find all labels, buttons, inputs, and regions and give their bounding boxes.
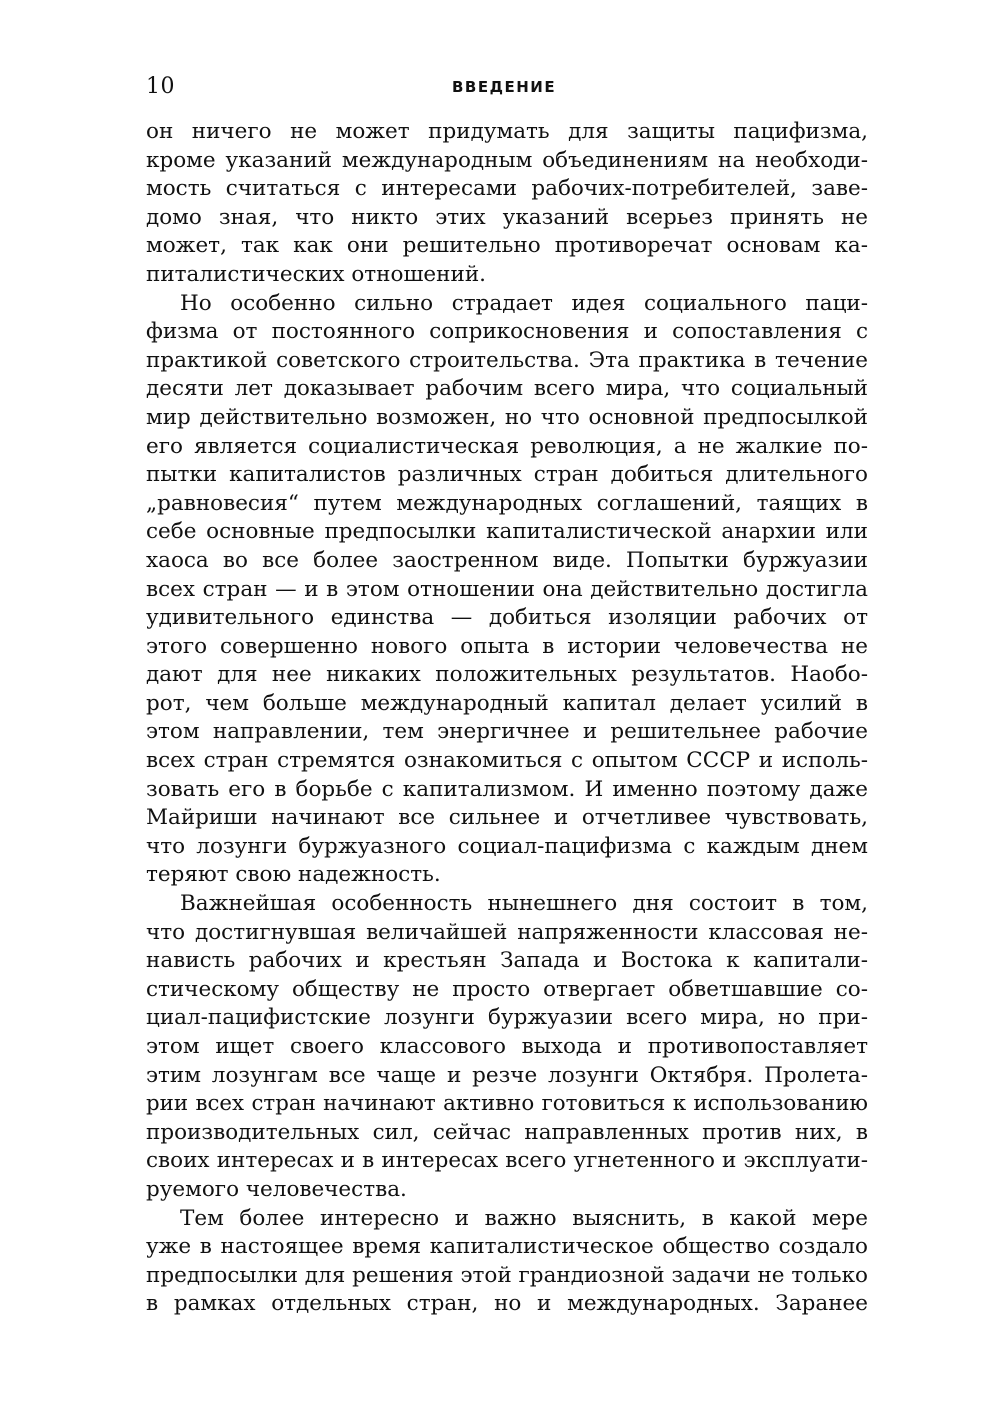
text-line: практикой советского строительства. Эта практика в течение	[146, 347, 868, 373]
page-number: 10	[146, 74, 175, 99]
text-line: себе основные предпосылки капиталистической анархии или	[146, 519, 868, 545]
text-line: этим лозунгам все чаще и резче лозунги Октября. Пролета-	[146, 1062, 868, 1088]
text-line: рии всех стран начинают активно готовиться к использованию	[146, 1091, 868, 1117]
text-line: своих интересах и в интересах всего угнетенного и эксплуати-	[146, 1148, 868, 1174]
text-line: Тем более интересно и важно выяснить, в какой мере	[180, 1205, 868, 1231]
text-line: циал-пацифистские лозунги буржуазии всего мира, но при-	[146, 1005, 868, 1031]
text-line: всех стран — и в этом отношении она действительно достигла	[146, 576, 868, 602]
body-text	[146, 118, 868, 1319]
text-line: этом ищет своего классового выхода и противопоставляет	[146, 1034, 868, 1059]
text-line: теряют свою надежность.	[146, 862, 441, 888]
text-line: пытки капиталистов различных стран добиться длительного	[146, 462, 868, 488]
text-line: всех стран стремятся ознакомиться с опытом СССР и исполь-	[146, 748, 868, 774]
text-line: производительных сил, сейчас направленных против них, в	[146, 1119, 868, 1145]
text-line: мость считаться с интересами рабочих-потребителей, заве-	[146, 176, 868, 202]
text-line: руемого человечества.	[146, 1176, 407, 1202]
text-line: что лозунги буржуазного социал-пацифизма с каждым днем	[146, 833, 868, 859]
text-line: стическому обществу не просто отвергает обветшавшие со-	[146, 976, 868, 1002]
text-line: нависть рабочих и крестьян Запада и Востока к капитали-	[146, 948, 868, 974]
text-line: десяти лет доказывает рабочим всего мира, что социальный	[146, 376, 868, 402]
text-line: зовать его в борьбе с капитализмом. И именно поэтому даже	[146, 776, 868, 802]
text-line: домо зная, что никто этих указаний всерьез принять не	[146, 204, 868, 230]
text-line: его является социалистическая революция, а не жалкие по-	[146, 433, 868, 459]
text-line: кроме указаний международным объединениям на необходи-	[146, 147, 868, 173]
text-line: предпосылки для решения этой грандиозной задачи не только	[146, 1262, 868, 1288]
text-line: уже в настоящее время капиталистическое общество создало	[146, 1234, 868, 1260]
text-line: рот, чем больше международный капитал делает усилий в	[146, 690, 868, 716]
text-line: этом направлении, тем энергичнее и решительнее рабочие	[146, 719, 868, 745]
text-line: хаоса во все более заостренном виде. Попытки буржуазии	[146, 547, 868, 573]
page-header	[146, 74, 868, 104]
text-line: питалистических отношений.	[146, 261, 486, 287]
text-line: может, так как они решительно противоречат основам ка-	[146, 233, 868, 259]
text-line: он ничего не может придумать для защиты пацифизма,	[146, 119, 868, 144]
text-line: „равновесия“ путем международных соглашений, таящих в	[146, 490, 868, 516]
text-line: физма от постоянного соприкосновения и сопоставления с	[146, 319, 868, 345]
text-line: что достигнувшая величайшей напряженности классовая не-	[146, 919, 868, 945]
text-line: Важнейшая особенность нынешнего дня состоит в том,	[180, 891, 868, 917]
text-line: Майриши начинают все сильнее и отчетливее чувствовать,	[146, 805, 868, 831]
text-line: удивительного единства — добиться изоляции рабочих от	[146, 605, 868, 631]
text-line: этого совершенно нового опыта в истории человечества не	[146, 633, 868, 659]
text-line: Но особенно сильно страдает идея социального паци-	[180, 290, 868, 316]
running-title: ВВЕДЕНИЕ	[452, 78, 557, 96]
text-line: мир действительно возможен, но что основной предпосылкой	[146, 404, 868, 430]
text-line: дают для нее никаких положительных результатов. Наобо-	[146, 662, 868, 688]
text-line: в рамках отдельных стран, но и международных. Заранее	[146, 1291, 868, 1317]
